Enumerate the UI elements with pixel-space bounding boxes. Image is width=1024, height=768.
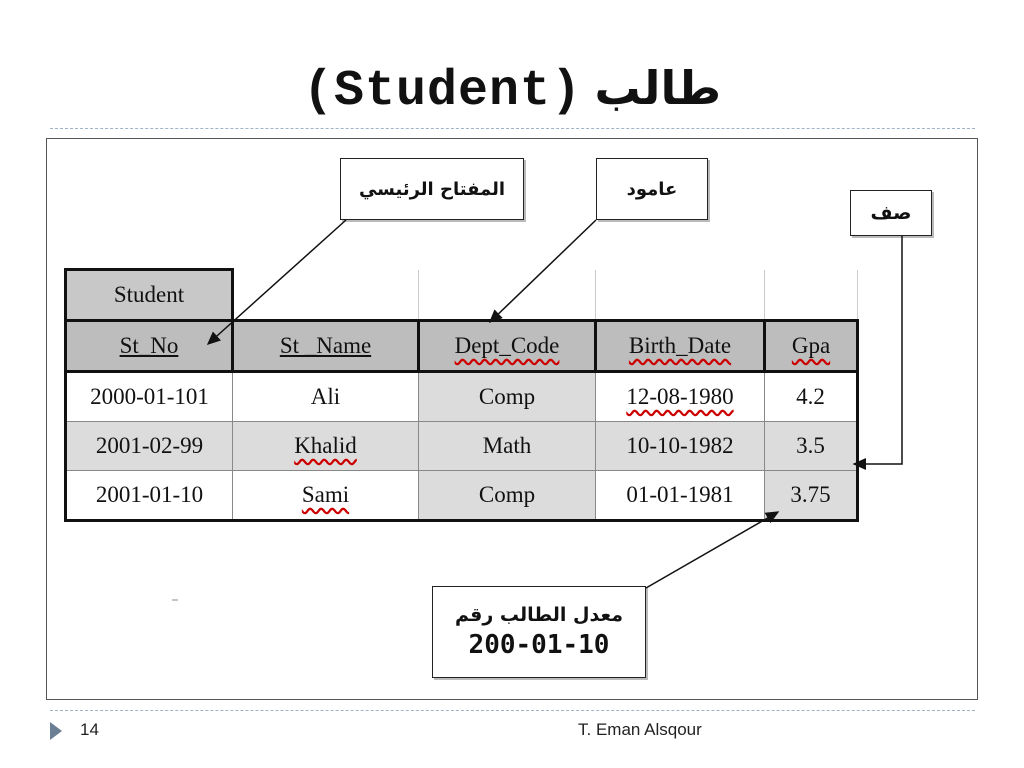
callout-primary-key: المفتاح الرئيسي [340, 158, 524, 220]
arrow-gpa [646, 512, 778, 588]
header-birth-date: Birth_Date [596, 321, 765, 372]
cell-gpa: 4.2 [765, 372, 858, 422]
cell-birth-date: 10-10-1982 [596, 422, 765, 471]
cell-st-no: 2000-01-101 [66, 372, 233, 422]
cell-dept-code: Comp [419, 372, 596, 422]
header-gpa: Gpa [765, 321, 858, 372]
slide-title-english: (Student) [302, 63, 582, 120]
callout-gpa-value: 200-01-10 [468, 630, 610, 660]
callout-gpa-label: معدل الطالب رقم [455, 604, 623, 626]
cell-st-no: 2001-02-99 [66, 422, 233, 471]
cell-st-name: Sami [233, 471, 419, 521]
arrow-row [854, 236, 902, 464]
header-st-name: St _Name [233, 321, 419, 372]
arrow-column [490, 220, 596, 322]
table-caption: Student [66, 270, 233, 321]
cell-birth-date: 12-08-1980 [596, 372, 765, 422]
cell-dept-code: Comp [419, 471, 596, 521]
header-st-no: St_No [66, 321, 233, 372]
cell-dept-code: Math [419, 422, 596, 471]
bullet-arrow-icon [50, 722, 62, 740]
arrow-primary-key [208, 220, 346, 344]
page-number: 14 [80, 720, 99, 739]
slide-title-arabic: طالب [594, 61, 722, 115]
cell-st-name: Ali [233, 372, 419, 422]
cell-gpa: 3.75 [765, 471, 858, 521]
cell-birth-date: 01-01-1981 [596, 471, 765, 521]
author: T. Eman Alsqour [578, 720, 702, 739]
cell-gpa: 3.5 [765, 422, 858, 471]
cell-st-name: Khalid [233, 422, 419, 471]
cell-st-no: 2001-01-10 [66, 471, 233, 521]
header-dept-code: Dept_Code [419, 321, 596, 372]
callout-column: عامود [596, 158, 708, 220]
bottom-divider [50, 710, 975, 711]
callout-row: صف [850, 190, 932, 236]
